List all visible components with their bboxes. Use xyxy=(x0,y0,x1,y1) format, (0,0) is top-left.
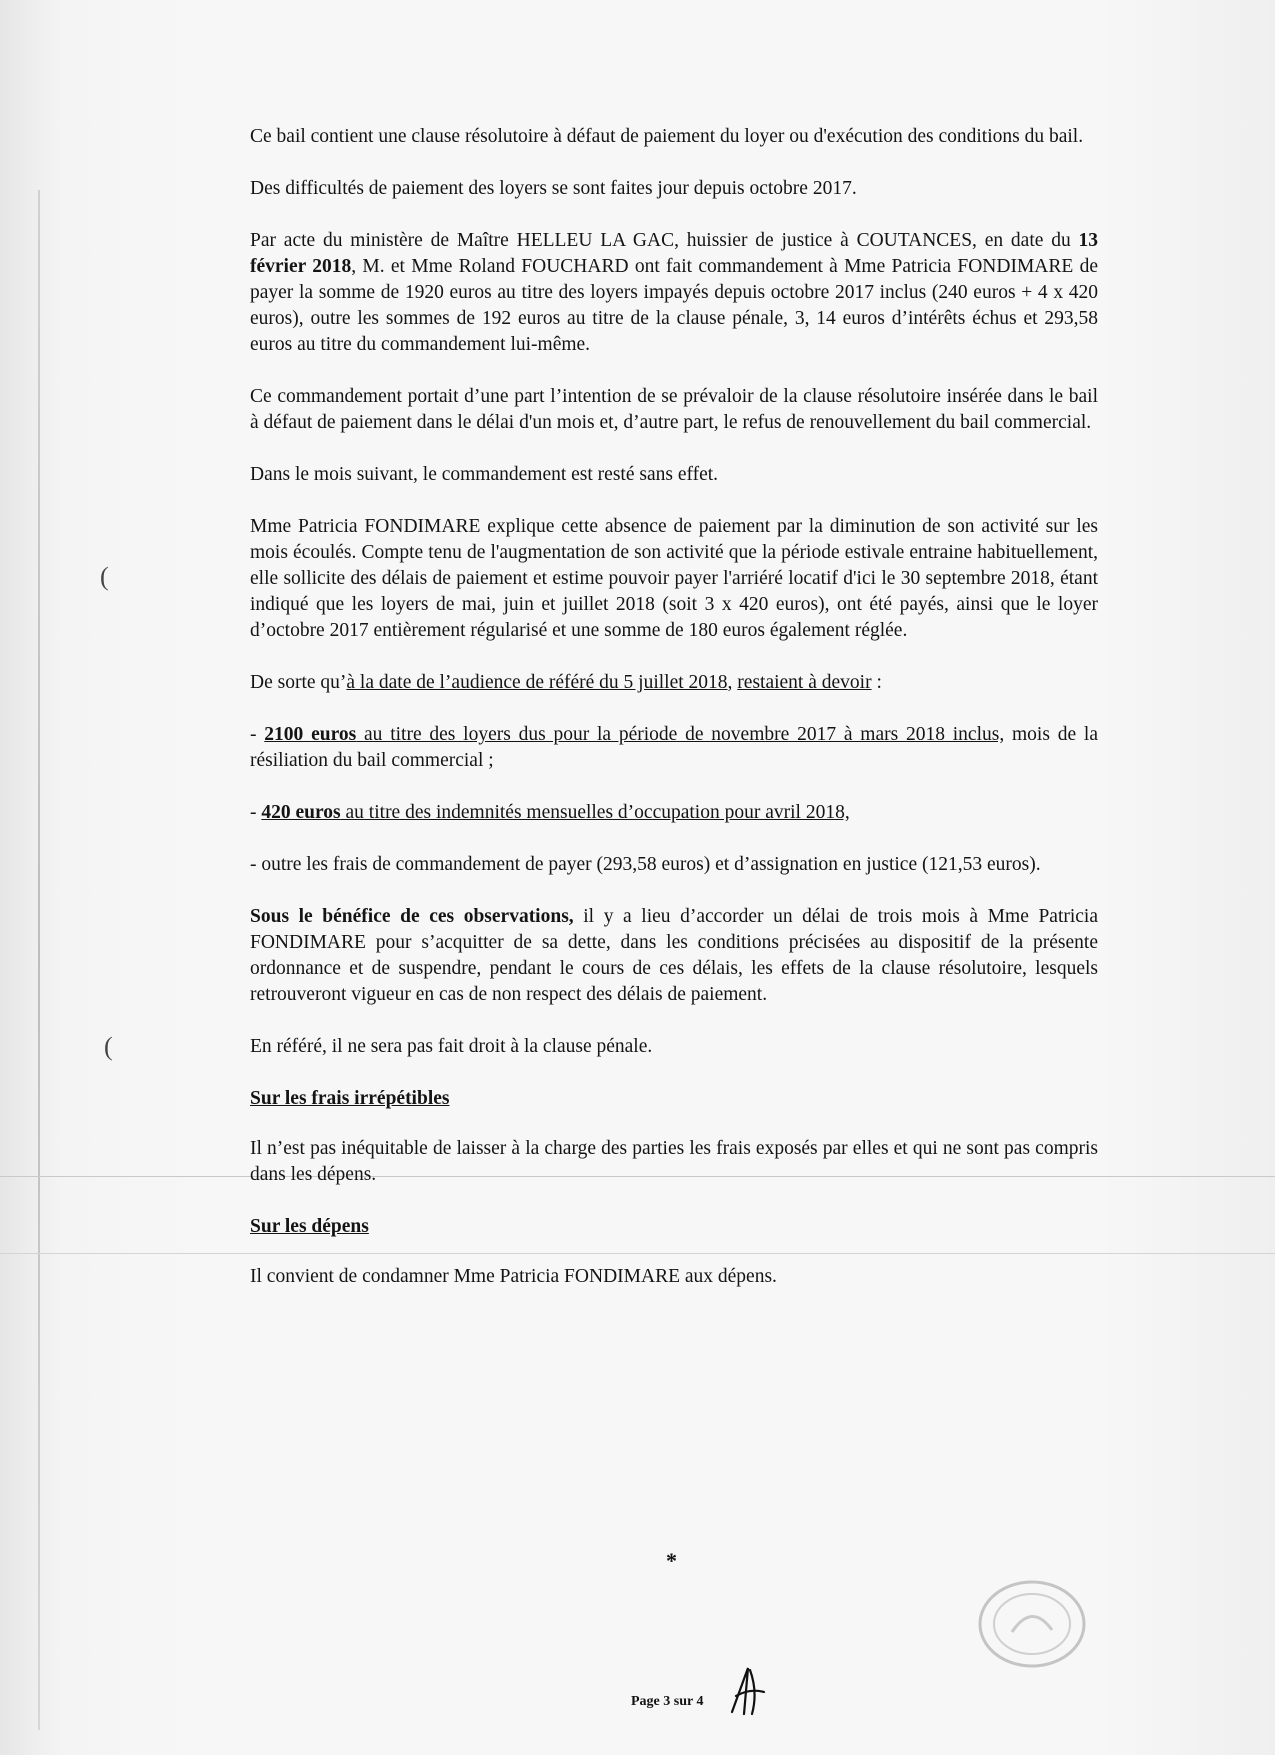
section-heading: Sur les dépens xyxy=(250,1216,369,1237)
official-seal-stamp xyxy=(972,1572,1092,1672)
paragraph: Il convient de condamner Mme Patricia FONDIMARE aux dépens. xyxy=(250,1266,777,1287)
bold-text: Sous le bénéfice de ces observations, xyxy=(250,906,574,927)
paragraph: Il n’est pas inéquitable de laisser à la charge des parties les frais exposés par elles et qui ne sont pas compris dans les dépens. xyxy=(250,1138,1098,1185)
amount-bold: 420 euros xyxy=(261,802,341,823)
paragraph xyxy=(250,228,1098,358)
separator-star: * xyxy=(666,1548,677,1573)
scan-mark: ( xyxy=(100,562,109,591)
text-run: : xyxy=(871,672,882,693)
underlined-text: à la date de l’audience de référé du 5 juillet 2018 xyxy=(346,672,728,693)
paragraph xyxy=(250,904,1098,1008)
paragraph: - outre les frais de commandement de payer (293,58 euros) et d’assignation en justice (121,53 euros). xyxy=(250,854,1041,875)
paragraph: Des difficultés de paiement des loyers se sont faites jour depuis octobre 2017. xyxy=(250,178,857,199)
text-run: Par acte du ministère de Maître HELLEU LA GAC, huissier de justice à COUTANCES, en date du xyxy=(250,230,1079,251)
paragraph: Ce commandement portait d’une part l’intention de se prévaloir de la clause résolutoire insérée dans le bail à défaut de paiement dans le délai d'un mois et, d’autre part, le refus de renouvellement du bail commercial. xyxy=(250,386,1098,433)
paragraph xyxy=(250,722,1098,774)
text-run: mois de la résiliation du bail commercial ; xyxy=(250,724,1098,771)
document-body xyxy=(250,124,1098,1290)
amount-bold: 2100 euros xyxy=(264,724,357,745)
scan-mark: ( xyxy=(104,1032,113,1061)
text-run: , xyxy=(727,672,738,693)
paragraph xyxy=(250,670,1098,696)
paragraph: Mme Patricia FONDIMARE explique cette absence de paiement par la diminution de son activité sur les mois écoulés. Compte tenu de l'augmentation de son activité que la période estivale entraine habituellement, elle sollicite des délais de paiement et estime pouvoir payer l'arriéré locatif d'ici le 30 septembre 2018, étant indiqué que les loyers de mai, juin et juillet 2018 (soit 3 x 420 euros), ont été payés, ainsi que le loyer d’octobre 2017 entièrement régularisé et une somme de 180 euros également réglée. xyxy=(250,516,1098,641)
bold-date: 13 février 2018 xyxy=(250,230,1098,277)
paragraph: Dans le mois suivant, le commandement est resté sans effet. xyxy=(250,464,719,485)
section-heading: Sur les frais irrépétibles xyxy=(250,1088,450,1109)
underlined-text: restaient à devoir xyxy=(737,672,872,693)
initials-signature xyxy=(728,1662,768,1722)
paragraph xyxy=(250,800,1098,826)
text-run: - xyxy=(250,802,262,823)
underlined-text: au titre des loyers dus pour la période de novembre 2017 à mars 2018 inclus, xyxy=(356,724,1005,745)
page-number: Page 3 sur 4 xyxy=(631,1694,704,1709)
underlined-text: au titre des indemnités mensuelles d’occupation pour avril 2018, xyxy=(340,802,850,823)
text-run: , M. et Mme Roland FOUCHARD ont fait commandement à Mme Patricia FONDIMARE de payer la somme de 1920 euros au titre des loyers impayés depuis octobre 2017 inclus (240 euros + 4 x 420 euros), outre les sommes de 192 euros au titre de la clause pénale, 3, 14 euros d’intérêts échus et 293,58 euros au titre du commandement lui-même. xyxy=(250,256,1098,355)
text-run: - xyxy=(250,724,265,745)
paragraph: Ce bail contient une clause résolutoire à défaut de paiement du loyer ou d'exécution des conditions du bail. xyxy=(250,126,1084,147)
text-run: il y a lieu d’accorder un délai de trois mois à Mme Patricia FONDIMARE pour s’acquitter de sa dette, dans les conditions précisées au dispositif de la présente ordonnance et de suspendre, pendant le cours de ces délais, les effets de la clause résolutoire, lesquels retrouveront vigueur en cas de non respect des délais de paiement. xyxy=(250,906,1098,1005)
text-run: De sorte qu’ xyxy=(250,672,347,693)
paragraph: En référé, il ne sera pas fait droit à la clause pénale. xyxy=(250,1036,653,1057)
page-fold-left xyxy=(38,190,40,1730)
